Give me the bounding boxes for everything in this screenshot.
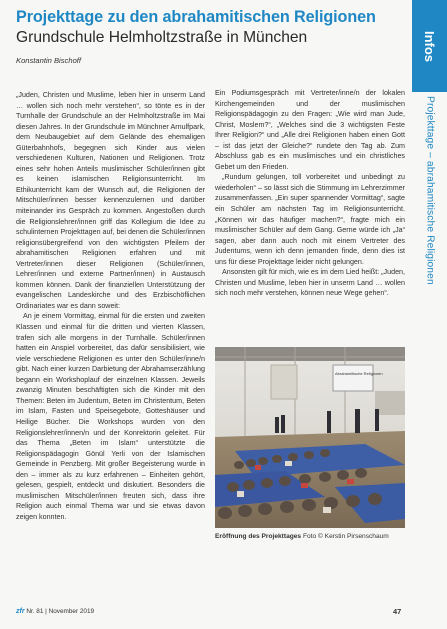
paragraph: „Rundum gelungen, toll vorbereitet und unbedingt zu wiederholen“ – so lässt sich die Stimmung im Lehrerzimmer zusammenfassen. „Ein super spannender Vormittag“, sagte ein Schüler am nächsten Tag im Religionsunterricht. „Können wir das häufiger machen?“, fragte mich ein muslimischer Schüler auf dem Gang. Gerne würde ich „Ja“ sagen, aber dann auch noch mit einem Vertreter des Judentums, wenn ich denn jemanden finde, denn dies ist uns für diese Projekttage leider nicht gelungen. (215, 173, 405, 266)
running-title: Projekttage – abrahamitische Religionen (424, 96, 436, 285)
paragraph: „Juden, Christen und Muslime, leben hier in unserm Land … wollen sich noch mehr verstehen“, so tönte es in der Turnhalle der Grundschule an der Helmholtzstraße im Mai diesen Jahres. In der Grundschule im Münchner Arnulfpark, dem Neubaugebiet auf dem Gelände des ehemaligen Güterbahnhofs, begegnen sich Kinder aus vielen verschiedenen Kulturen, Nationen und Religionen. Trotz eines sehr hohen Anteils muslimischer Schüler/innen gibt es keinen islamischen Religionsunterricht. Im Ethikunterricht kam der Wunsch auf, die Religionen der Mitschüler/innen besser kennenzulernen und darüber miteinander ins Gespräch zu kommen. Angestoßen durch die Religionslehrer/innen griff das Kollegium die Idee zu schulinternen Projekttagen auf, bei denen die Schüler/innen religionsübergreifend von den wichtigsten Pfeilern der abrahamitischen Religionen erfahren und mit Vertreter/innen dieser Religionen (Schüler/innen, Lehrer/innen und externe Partner/innen) in Austausch kommen können. Dank der finanziellen Unterstützung der evangelischen Landeskirche und des Erzbischöflichen Ordinariates war es dann soweit: (16, 91, 205, 310)
article-author: Konstantin Bischoff (16, 56, 82, 65)
projection-screen-text: Abrahamitische Religionen (335, 371, 383, 376)
article-photo (215, 347, 405, 528)
paragraph: Ansonsten gilt für mich, wie es im dem Lied heißt: „Juden, Christen und Muslime, leben hier in unserm Land … wollen sich noch mehr verstehen, können neue Wege gehen“. (215, 268, 405, 298)
photo-caption (215, 533, 415, 540)
caption-credit: Foto © Kerstin Pirsenschaum (302, 533, 389, 540)
paragraph: An je einem Vormittag, einmal für die ersten und zweiten Klassen und einmal für die dritten und vierten Klassen, trafen sich alle morgens in der Turnhalle. Schüler/innen hatten ein Anspiel vorbereitet, das dafür sensibilisiert, wie viele verschiedene Religionen es unter den Schüler/inne/n gibt. Nach einer kurzen Darbietung der Abrahamserzählung begann ein Workshoplauf der einzelnen Klassen. Jeweils zwanzig Minuten beschäftigten sich die Kinder mit den Themen: Beten im Judentum, Beten im Christentum, Beten im Islam, Fasten und Speisegebote, Gotteshäuser und Heilige Bücher. Die Workshops wurden von den Religionslehrer/innen/n und der Konrektorin geleitet. Für das Thema „Beten im Islam“ unterstützte die Religionspädagogin Gönül Yerli von der Islamischen Gemeinde in Penzberg. Mit großer Begeisterung wurde in den – immer als zu kurz erfahrenen – Einheiten gehört, gelesen, gespielt, entdeckt und diskutiert. Besonders die muslimischen Mitschüler/innen freuten sich, dass ihre Religion auch einmal Thema war und sie etwas davon zeigen konnten. (16, 312, 205, 521)
article-title: Projekttage zu den abrahamitischen Religionen (16, 8, 376, 26)
magazine-logo: zfr (16, 608, 25, 615)
footer-issue (16, 608, 94, 615)
caption-title: Eröffnung des Projekttages (215, 533, 302, 540)
article-column-right (215, 88, 405, 299)
issue-info: Nr. 81 | November 2019 (26, 608, 95, 615)
paragraph: Ein Podiumsgespräch mit Vertreter/inne/n der lokalen Kirchengemeinden und der muslimischen Religionspädagogin zu den Fragen: „Wie wird man Jude, Christ, Moslem?“, „Welches sind die 3 wichtigsten Feste Ihrer Religion?“ und „Alle drei Religionen haben einen Gott – ist das jetzt der Gleiche?“ rundete den Tag ab. Zum Abschluss gab es ein muslimisches und ein christliches Gebet um den Frieden. (215, 89, 405, 171)
page-number: 47 (393, 607, 402, 616)
section-tab-label: Infos (422, 30, 437, 62)
running-title-wrap (418, 96, 442, 326)
article-subtitle: Grundschule Helmholtzstraße in München (16, 29, 308, 46)
article-column-left (16, 90, 205, 522)
section-tab-label-wrap (412, 0, 447, 92)
